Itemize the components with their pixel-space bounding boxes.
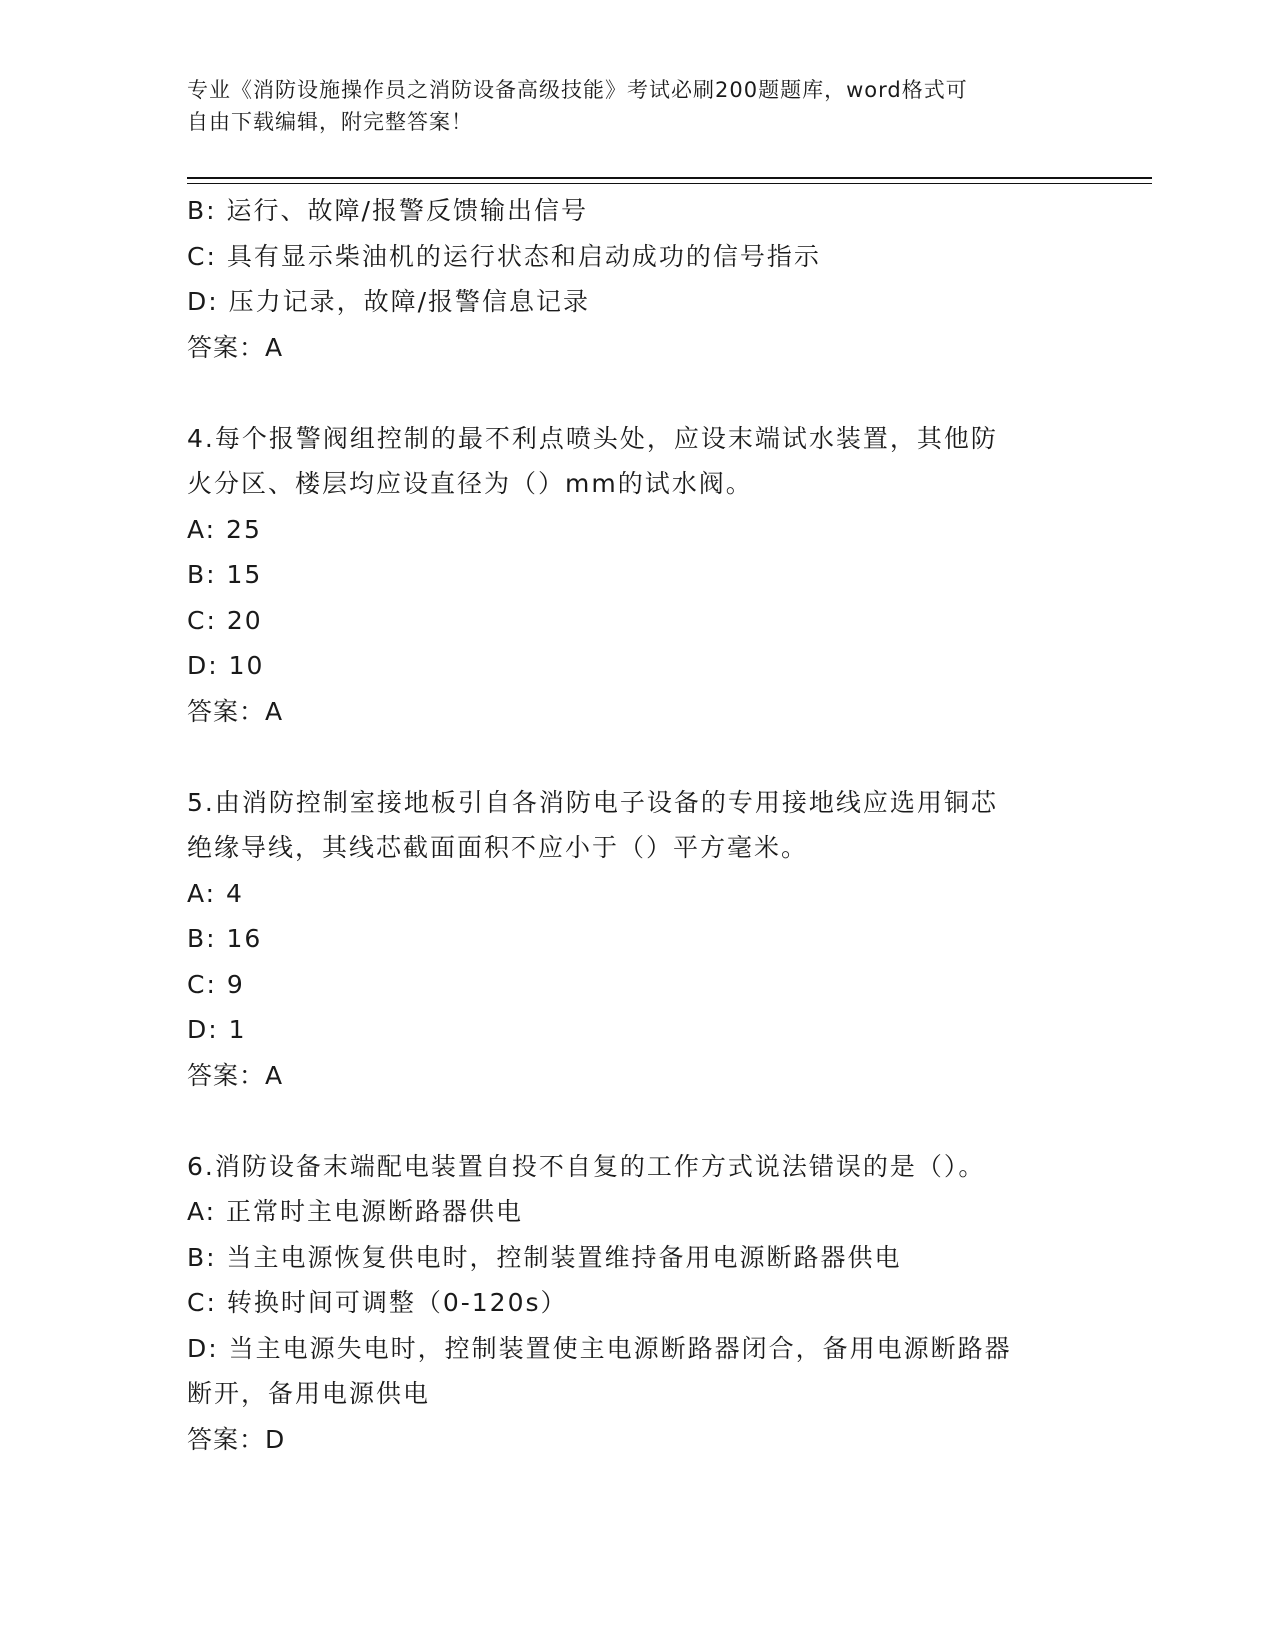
option-d-line-1: D: 当主电源失电时，控制装置使主电源断路器闭合，备用电源断路器 — [187, 1333, 1012, 1363]
option-b: B: 16 — [187, 924, 263, 953]
question-content — [187, 188, 1087, 1462]
document-header — [187, 74, 1067, 138]
option-b: B: 运行、故障/报警反馈输出信号 — [187, 196, 588, 225]
header-line-1: 专业《消防设施操作员之消防设备高级技能》考试必刷200题题库，word格式可 — [187, 78, 968, 102]
spacer — [187, 1098, 1087, 1144]
header-rule-thin — [187, 183, 1152, 184]
question-6 — [187, 1144, 1087, 1463]
answer: 答案：A — [187, 696, 284, 726]
question-stem-line-2: 火分区、楼层均应设直径为（）mm的试水阀。 — [187, 469, 753, 498]
question-stem-line-2: 绝缘导线，其线芯截面面积不应小于（）平方毫米。 — [187, 833, 809, 862]
option-d: D: 1 — [187, 1015, 247, 1044]
answer: 答案：A — [187, 1060, 284, 1090]
question-stem-line-1: 4.每个报警阀组控制的最不利点喷头处，应设末端试水装置，其他防 — [187, 423, 998, 453]
option-b: B: 当主电源恢复供电时，控制装置维持备用电源断路器供电 — [187, 1242, 902, 1272]
spacer — [187, 370, 1087, 416]
option-d: D: 10 — [187, 651, 265, 680]
question-stem: 6.消防设备末端配电装置自投不自复的工作方式说法错误的是（）。 — [187, 1151, 986, 1181]
option-c: C: 9 — [187, 969, 245, 999]
option-d: D: 压力记录，故障/报警信息记录 — [187, 287, 591, 316]
option-b: B: 15 — [187, 560, 263, 589]
question-5 — [187, 780, 1087, 1099]
answer: 答案：D — [187, 1424, 286, 1454]
option-c: C: 20 — [187, 605, 263, 635]
spacer — [187, 734, 1087, 780]
option-a: A: 正常时主电源断路器供电 — [187, 1197, 524, 1226]
question-stem-line-1: 5.由消防控制室接地板引自各消防电子设备的专用接地线应选用铜芯 — [187, 787, 998, 817]
option-d-line-2: 断开，备用电源供电 — [187, 1379, 431, 1408]
header-rule-thick — [187, 177, 1152, 179]
option-a: A: 25 — [187, 514, 262, 544]
question-4 — [187, 416, 1087, 735]
answer: 答案：A — [187, 332, 284, 362]
option-a: A: 4 — [187, 878, 244, 908]
option-c: C: 转换时间可调整（0-120s） — [187, 1288, 568, 1317]
header-line-2: 自由下载编辑，附完整答案！ — [187, 110, 473, 134]
question-3 — [187, 188, 1087, 370]
option-c: C: 具有显示柴油机的运行状态和启动成功的信号指示 — [187, 241, 821, 271]
